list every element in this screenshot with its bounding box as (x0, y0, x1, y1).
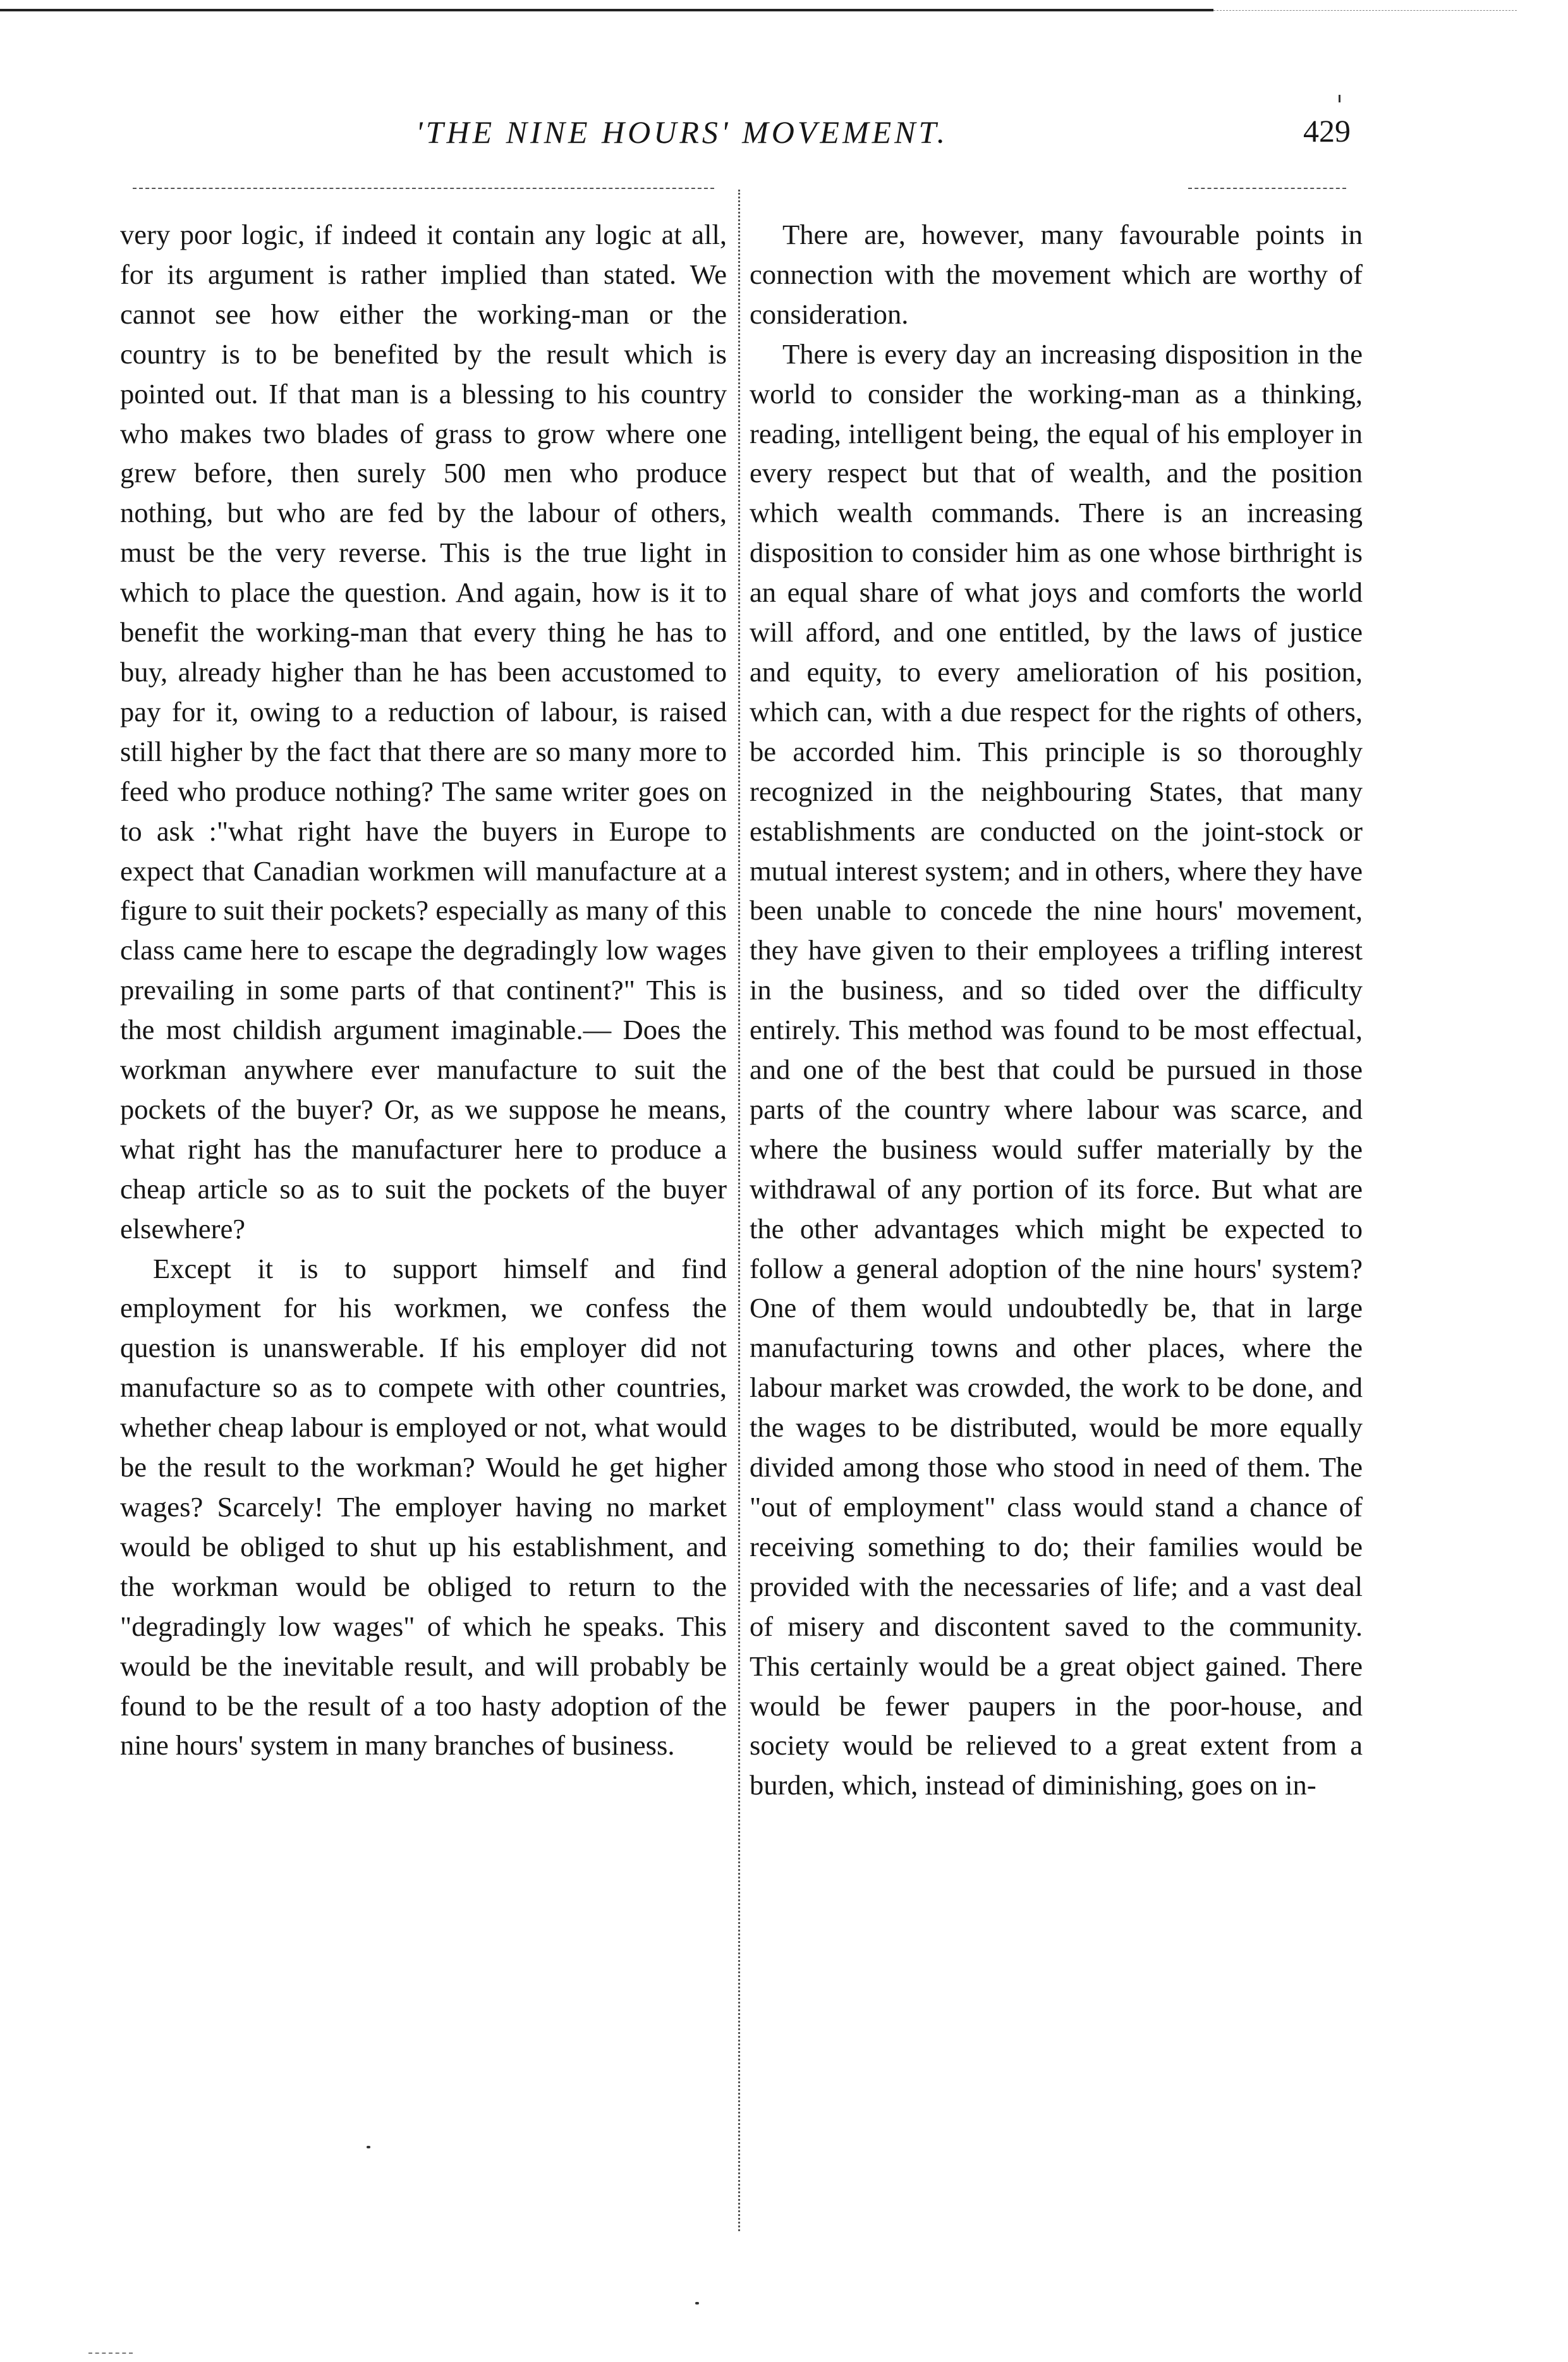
header-rule-left (133, 188, 714, 189)
left-paragraph-1: very poor logic, if indeed it contain any logic at all, for its argument is rather implied than stated. We cannot see how either the working-man or the country is to be benefited by the result which is pointed out. If that man is a blessing to his country who makes two blades of grass to grow where one grew before, then surely 500 men who produce nothing, but who are fed by the labour of others, must be the very reverse. This is the true light in which to place the question. And again, how is it to benefit the working-man that every thing he has to buy, already higher than he has been accustomed to pay for it, owing to a reduction of labour, is raised still higher by the fact that there are so many more to feed who produce nothing? The same writer goes on to ask :"what right have the buyers in Europe to expect that Canadian workmen will manufacture at a figure to suit their pockets? especially as many of this class came here to escape the degradingly low wages prevailing in some parts of that continent?" This is the most childish argument imaginable.— Does the workman anywhere ever manufacture to suit the pockets of the buyer? Or, as we suppose he means, what right has the manufacturer here to produce a cheap article so as to suit the pockets of the buyer elsewhere? (120, 219, 727, 1245)
left-column (120, 215, 727, 1765)
bottom-edge-mark (88, 2353, 133, 2354)
left-paragraph-2: Except it is to support himself and find employment for his workmen, we confess the question is unanswerable. If his employer did not manufacture so as to compete with other countries, whether cheap labour is employed or not, what would be the result to the workman? Would he get higher wages? Scarcely! The employer having no market would be obliged to shut up his establishment, and the workman would be obliged to return to the "degradingly low wages" of which he speaks. This would be the inevitable result, and will probably be found to be the result of a too hasty adoption of the nine hours' system in many branches of business. (120, 1252, 727, 1762)
right-paragraph-1: There are, however, many favourable points in connection with the movement which are worthy of consideration. (750, 219, 1363, 330)
page-corner-mark (1339, 95, 1340, 102)
column-divider (738, 190, 740, 2231)
running-head-title: 'THE NINE HOURS' MOVEMENT. (416, 114, 949, 150)
header-rule-right (1188, 188, 1346, 189)
right-column (750, 215, 1363, 1805)
top-edge-rule (0, 9, 1213, 11)
print-speck (695, 2302, 699, 2304)
top-edge-rule-faint (1213, 10, 1517, 11)
right-paragraph-2: There is every day an increasing disposition in the world to consider the working-man as a thinking, reading, intelligent being, the equal of his employer in every respect but that of wealth, and the position which wealth commands. There is an increasing disposition to consider him as one whose birthright is an equal share of what joys and comforts the world will afford, and one entitled, by the laws of justice and equity, to every amelioration of his position, which can, with a due respect for the rights of others, be accorded him. This principle is so thoroughly recognized in the neighbouring States, that many establishments are conducted on the joint-stock or mutual interest system; and in others, where they have been unable to concede the nine hours' movement, they have given to their employees a trifling interest in the business, and so tided over the difficulty entirely. This method was found to be most effectual, and one of the best that could be pursued in those parts of the country where labour was scarce, and where the business would suffer materially by the withdrawal of any portion of its force. But what are the other advantages which might be expected to follow a general adoption of the nine hours' system? One of them would undoubtedly be, that in large manufacturing towns and other places, where the labour market was crowded, the work to be done, and the wages to be distributed, would be more equally divided among those who stood in need of them. The "out of employment" class would stand a chance of receiving something to do; their families would be provided with the necessaries of life; and a vast deal of misery and discontent saved to the community. This certainly would be a great object gained. There would be fewer paupers in the poor-house, and society would be relieved to a great extent from a burden, which, instead of diminishing, goes on in- (750, 338, 1363, 1801)
print-speck (367, 2146, 370, 2148)
page-number: 429 (1303, 113, 1351, 149)
